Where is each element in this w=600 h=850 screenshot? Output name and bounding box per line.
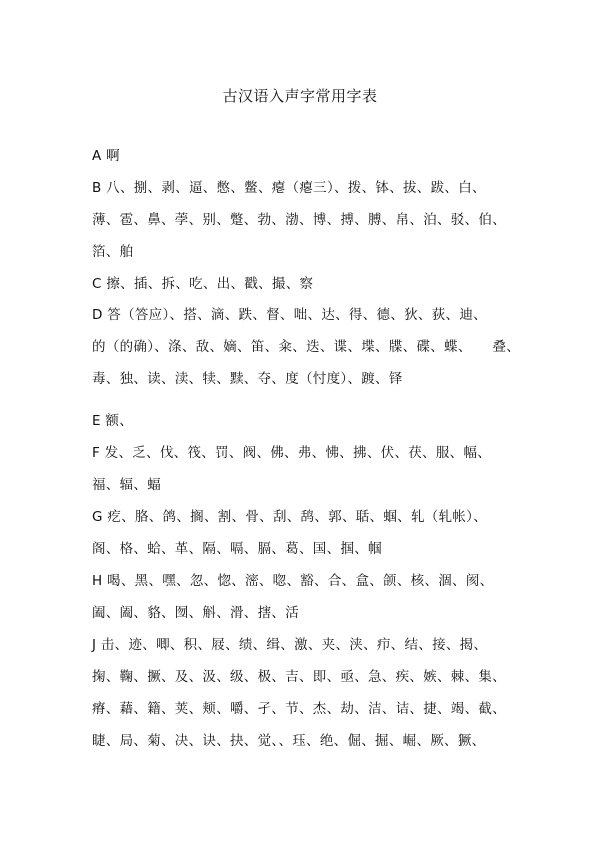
text-line: F 发、乏、伐、筏、罚、阀、佛、弗、怫、拂、伏、茯、服、幅、 [92,445,492,461]
text-line: 掬、鞠、撅、及、汲、级、极、吉、即、亟、急、疾、嫉、棘、集、 [92,669,506,685]
text-line: E 额、 [92,413,134,429]
text-line: 福、辐、蝠 [92,477,161,493]
text-line: 的（的确）、涤、敌、嫡、笛、籴、迭、谍、堞、牒、碟、蝶、 叠、 [92,339,521,355]
text-line: G 疙、胳、鸽、搁、割、骨、刮、鸹、郭、聒、蝈、轧（轧帐）、 [92,509,488,525]
text-line: 阖、阖、貉、囫、斛、滑、搳、活 [92,605,299,621]
text-line: 毒、独、读、渎、犊、黩、夺、度（忖度）、踱、铎 [92,371,403,387]
text-line: C 擦、插、拆、吃、出、戳、撮、察 [92,276,314,292]
text-line: A 啊 [92,148,120,164]
text-line: D 答（答应）、搭、滴、跌、督、咄、达、得、德、狄、荻、迪、 [92,307,487,323]
text-line: 薄、雹、鼻、荸、别、蹩、勃、渤、博、搏、膊、帛、泊、驳、伯、 [92,212,506,228]
text-line: B 八、捌、剥、逼、憋、鳖、瘪（瘪三）、拨、钵、拔、跋、白、 [92,180,486,196]
text-line: H 喝、黑、嘿、忽、惚、滵、唿、豁、合、盒、颌、核、涸、阂、 [92,573,494,589]
text-line: 瘠、藉、籍、荚、颊、嚼、孑、节、杰、劫、洁、诘、捷、竭、截、 [92,701,506,717]
text-line: 睫、局、菊、决、诀、抉、觉、、珏、绝、倔、掘、崛、厥、獗、 [92,733,486,749]
text-line: 阁、格、蛤、革、隔、嗝、膈、葛、国、掴、帼 [92,541,382,557]
text-line: 箔、舶 [92,244,134,260]
text-line: J 击、迹、唧、积、屐、绩、缉、激、夹、浃、疖、结、接、揭、 [92,637,488,653]
page-title: 古汉语入声字常用字表 [222,87,378,105]
